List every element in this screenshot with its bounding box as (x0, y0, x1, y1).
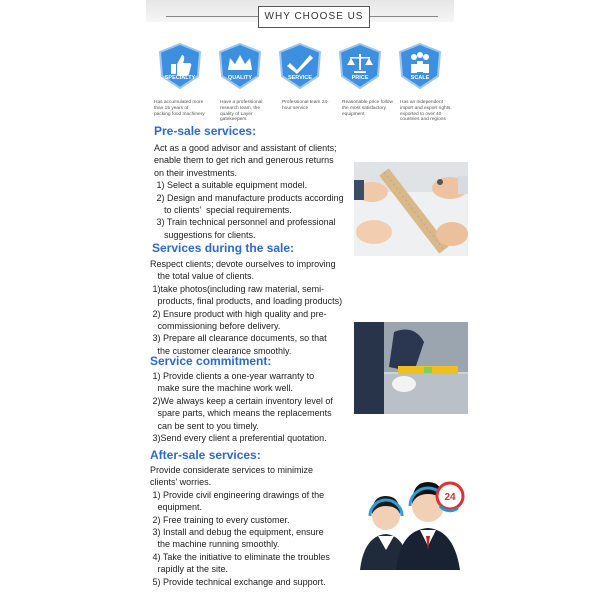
text-line: spare parts, which means the replacements (150, 408, 332, 419)
badge-caption: Have a professional research team, the quality of Layer gatekeepers (220, 100, 263, 123)
crown-icon (216, 42, 264, 90)
text-line: 3)Send every client a preferential quotation. (150, 433, 327, 444)
text-line: 1) Provide civil engineering drawings of the (150, 489, 325, 500)
commitment-text (150, 370, 355, 444)
pre-sale-heading: Pre-sale services: (154, 124, 257, 138)
clock-24h-label: 24 (444, 492, 456, 503)
badge-caption: Has an independent import and export rights, exported to over 40 countries and regions (400, 100, 452, 123)
text-line: Respect clients; devote ourselves to improving (150, 259, 336, 269)
badge-price (336, 42, 384, 90)
text-line: commissioning before delivery. (150, 321, 281, 332)
thumbs-up-icon (156, 42, 204, 90)
text-line: 3) Install and debug the equipment, ensure (150, 527, 324, 538)
people-icon (396, 42, 444, 90)
text-line: Provide considerate services to minimize (150, 465, 314, 475)
text-line: the customer clearance smoothly. (150, 345, 292, 356)
badge-label: SCALE (410, 75, 430, 81)
badge-caption: Has accumulated more than 15 years of packing food machinery (154, 100, 205, 117)
text-line: 2) Design and manufacture products according (154, 192, 344, 203)
checkmark-icon (276, 42, 324, 90)
support-agents-illustration (356, 476, 474, 570)
header-rule-left (166, 16, 258, 17)
scales-icon (336, 42, 384, 90)
text-line: 2) Free training to every customer. (150, 514, 290, 525)
text-line: 2)We always keep a certain inventory level of (150, 395, 333, 406)
text-line: Act as a good advisor and assistant of clients; (154, 143, 337, 153)
text-line: on their investments. (154, 167, 238, 178)
after-sale-heading: After-sale services: (150, 448, 261, 462)
text-line: 4) Take the initiative to eliminate the troubles (150, 551, 330, 562)
text-line: enable them to get rich and generous returns (154, 155, 334, 166)
during-sale-text (150, 258, 355, 357)
text-line: rapidly at the site. (150, 564, 229, 575)
feature-badges (156, 42, 446, 96)
badge-caption: Professional team 24-hour service (282, 100, 329, 111)
badge-label: SPECIALTY (164, 75, 196, 81)
badge-scale (396, 42, 444, 90)
badge-label: QUALITY (227, 75, 253, 81)
worker-level-photo (354, 322, 468, 414)
badge-caption: Reasonable price follow the most satisfactory equipment (342, 100, 393, 117)
text-line: suggestions for clients. (154, 229, 256, 240)
text-line: clients’ worries. (150, 477, 212, 488)
text-line: to clients’ special requirements. (154, 205, 292, 216)
text-line: 3) Prepare all clearance documents, so that (150, 333, 327, 344)
text-line: products, final products, and loading products) (150, 296, 343, 307)
commitment-heading: Service commitment: (150, 354, 272, 368)
text-line: equipment. (150, 502, 203, 513)
text-line: 1) Provide clients a one-year warranty to (150, 371, 315, 381)
text-line: can be sent to you timely. (150, 420, 259, 431)
badge-service (276, 42, 324, 90)
text-line: make sure the machine work well. (150, 383, 294, 394)
text-line: 2) Ensure product with high quality and pre- (150, 308, 327, 319)
hands-ruler-photo (354, 162, 468, 256)
badge-specialty (156, 42, 204, 90)
pre-sale-text (154, 142, 359, 241)
text-line: 1) Select a suitable equipment model. (154, 180, 308, 191)
during-sale-heading: Services during the sale: (152, 241, 295, 255)
text-line: 5) Provide technical exchange and support. (150, 576, 326, 587)
text-line: 1)take photos(including raw material, semi- (150, 283, 325, 294)
badge-label: PRICE (351, 75, 369, 81)
text-line: 3) Train technical personnel and professional (154, 217, 336, 228)
badge-quality (216, 42, 264, 90)
clock-24h-icon (437, 483, 463, 511)
header-rule-right (368, 16, 438, 17)
after-sale-text (150, 464, 355, 588)
badge-label: SERVICE (287, 75, 313, 81)
text-line: the total value of clients. (150, 271, 255, 282)
why-choose-us-title: WHY CHOOSE US (258, 6, 370, 28)
text-line: the machine running smoothly. (150, 539, 280, 550)
